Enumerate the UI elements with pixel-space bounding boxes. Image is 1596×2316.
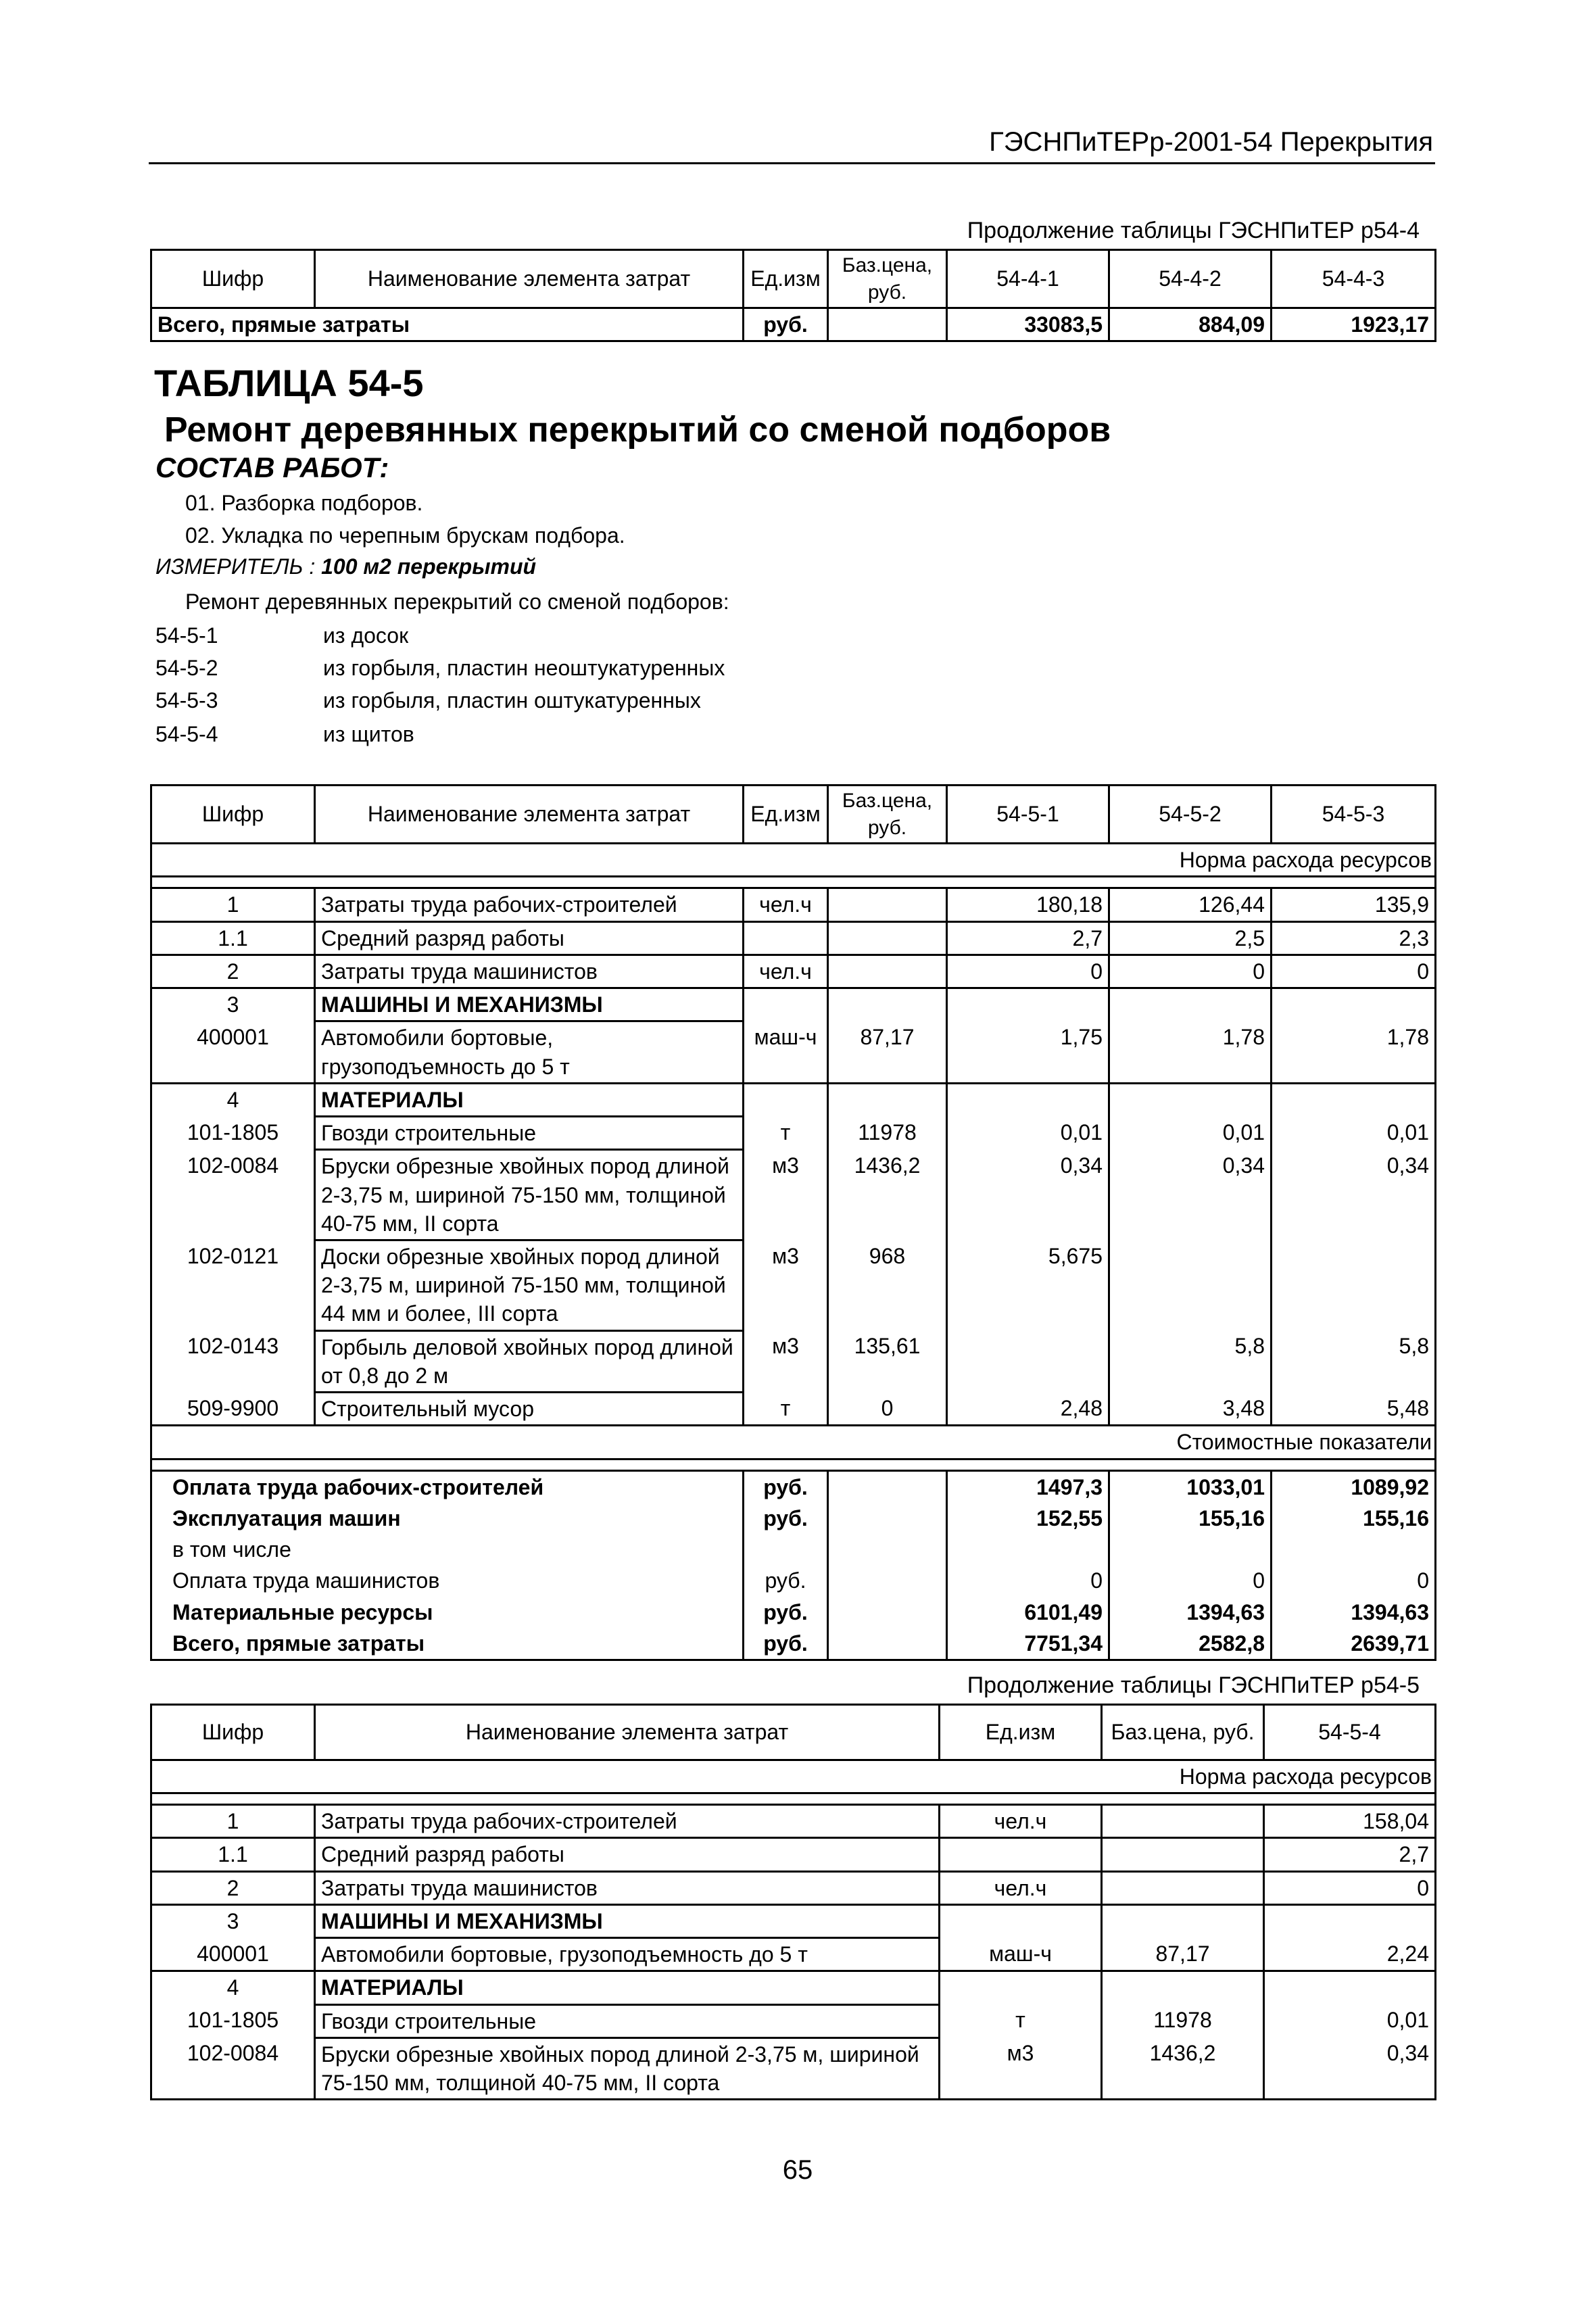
row-unit [940,1838,1102,1871]
row-unit: чел.ч [940,1805,1102,1838]
cost-value-3: 2639,71 [1272,1628,1436,1660]
variant-desc: из горбыля, пластин оштукатуренных [323,688,701,713]
section-subtitle: Ремонт деревянных перекрытий со сменой подборов [164,410,1111,450]
row-price: 968 [828,1240,947,1331]
row-code: 1 [151,888,315,921]
table-row [151,2037,1436,2099]
row-unit: маш-ч [744,1021,828,1083]
row-code: 1.1 [151,921,315,955]
cost-row-label: Материальные ресурсы [151,1597,744,1628]
group-row [151,1904,1436,1937]
row-name: Затраты труда машинистов [315,955,744,988]
row-code: 102-0121 [151,1240,315,1331]
row-value-3: 135,9 [1272,888,1436,921]
row-name: Строительный мусор [315,1393,744,1426]
row-value-2: 3,48 [1109,1393,1272,1426]
cost-row [151,1470,1436,1503]
table-row [151,2004,1436,2037]
row-unit: т [744,1393,828,1426]
col-header-54-4-2: 54-4-2 [1109,250,1272,308]
cost-row-label: Эксплуатация машин [151,1503,744,1534]
row-price: 1436,2 [828,1150,947,1240]
row-unit [744,921,828,955]
row-code: 2 [151,955,315,988]
cost-value-2: 1033,01 [1109,1470,1272,1503]
col-header-name: Наименование элемента затрат [315,250,744,308]
row-value-3 [1272,1240,1436,1331]
cost-value-3: 155,16 [1272,1503,1436,1534]
row-name: Бруски обрезные хвойных пород длиной 2-3,75 м, шириной 75-150 мм, толщиной 40-75 мм, II сорта [315,2037,940,2099]
col-header-code: Шифр [151,786,315,844]
spacer-row [151,877,1436,888]
row-price [1102,1805,1264,1838]
row-value-3: 0,34 [1272,1150,1436,1240]
group-row [151,1971,1436,2004]
work-item: 02. Укладка по черепным брускам подбора. [185,523,625,548]
group-name: МАТЕРИАЛЫ [315,1971,940,2004]
table-row [151,1150,1436,1240]
row-value-3: 2,3 [1272,921,1436,955]
cost-row-unit: руб. [744,1597,828,1628]
meter-value: 100 м2 перекрытий [321,554,537,579]
cost-value-3: 1394,63 [1272,1597,1436,1628]
row-value-1: 0,01 [1264,2004,1436,2037]
cost-row-unit: руб. [744,1503,828,1534]
row-value-1: 2,48 [947,1393,1109,1426]
col-header-price: Баз.цена, руб. [828,786,947,844]
continuation-label: Продолжение таблицы ГЭСНПиТЕР р54-4 [967,218,1420,243]
row-value-1: 2,7 [1264,1838,1436,1871]
variant-desc: из досок [323,623,409,648]
row-unit: чел.ч [744,888,828,921]
cost-row [151,1597,1436,1628]
table-header-row [151,250,1436,308]
row-unit: маш-ч [940,1938,1102,1971]
row-code: 101-1805 [151,2004,315,2037]
row-unit: м3 [940,2037,1102,2099]
table-row [151,308,1436,341]
cost-value-3: 1089,92 [1272,1470,1436,1503]
table-row [151,1117,1436,1150]
row-value-3: 5,48 [1272,1393,1436,1426]
row-value-1: 5,675 [947,1240,1109,1331]
page-number: 65 [782,2155,813,2185]
row-value-3: 0,01 [1272,1117,1436,1150]
row-value-2: 5,8 [1109,1330,1272,1392]
cost-label: Стоимостные показатели [151,1426,1436,1459]
col-header-54-4-1: 54-4-1 [947,250,1109,308]
variant-desc: из горбыля, пластин неоштукатуренных [323,656,725,680]
table-header-row [151,786,1436,844]
top-table [150,249,1436,342]
col-header-unit: Ед.изм [744,250,828,308]
table-row [151,955,1436,988]
row-code: 1 [151,1805,315,1838]
row-price: 87,17 [828,1021,947,1083]
variant-desc: из щитов [323,722,414,746]
row-name: Средний разряд работы [315,921,744,955]
table-title: ТАБЛИЦА 54-5 [154,362,424,404]
group-name: МАШИНЫ И МЕХАНИЗМЫ [315,988,744,1021]
table-row [151,1938,1436,1971]
col-header-code: Шифр [151,250,315,308]
col-header-54-4-3: 54-4-3 [1272,250,1436,308]
row-unit: чел.ч [744,955,828,988]
total-label: Всего, прямые затраты [151,308,744,341]
cost-value-1: 7751,34 [947,1628,1109,1660]
variant-code: 54-5-4 [155,722,218,746]
table-row [151,1021,1436,1083]
row-name: Доски обрезные хвойных пород длиной 2-3,75 м, шириной 75-150 мм, толщиной 44 мм и более, III сорта [315,1240,744,1331]
row-name: Автомобили бортовые, грузоподъемность до 5 т [315,1938,940,1971]
cost-value-2: 0 [1109,1565,1272,1596]
table-row [151,1240,1436,1331]
row-price [828,955,947,988]
row-value-3: 5,8 [1272,1330,1436,1392]
meter-label: ИЗМЕРИТЕЛЬ : [155,554,316,579]
group-code: 4 [151,1083,315,1116]
row-code: 1.1 [151,1838,315,1871]
cost-row-unit: руб. [744,1470,828,1503]
row-value-2: 2,5 [1109,921,1272,955]
cost-row-unit: руб. [744,1565,828,1596]
col-header-unit: Ед.изм [744,786,828,844]
row-unit: т [940,2004,1102,2037]
work-item: 01. Разборка подборов. [185,491,423,515]
row-name: Горбыль деловой хвойных пород длиной от 0,8 до 2 м [315,1330,744,1392]
group-code: 3 [151,988,315,1021]
row-value-2: 126,44 [1109,888,1272,921]
row-code: 2 [151,1871,315,1904]
row-value-1 [947,1330,1109,1392]
running-header: ГЭСНПиТЕРр-2001-54 Перекрытия [989,127,1433,157]
cost-header-row [151,1426,1436,1459]
row-price [828,921,947,955]
cost-row-label: Оплата труда машинистов [151,1565,744,1596]
row-price: 1436,2 [1102,2037,1264,2099]
row-price: 87,17 [1102,1938,1264,1971]
col-header-name: Наименование элемента затрат [315,786,744,844]
cost-value-2: 2582,8 [1109,1628,1272,1660]
row-price: 11978 [1102,2004,1264,2037]
row-code: 509-9900 [151,1393,315,1426]
row-code: 102-0143 [151,1330,315,1392]
col-header-price: Баз.цена, руб. [828,250,947,308]
group-code: 3 [151,1904,315,1937]
cost-row-unit: руб. [744,1628,828,1660]
cost-row [151,1565,1436,1596]
group-name: МАШИНЫ И МЕХАНИЗМЫ [315,1904,940,1937]
row-value-1: 0 [947,955,1109,988]
header-rule [149,162,1435,164]
cost-value-2: 1394,63 [1109,1597,1272,1628]
norm-label: Норма расхода ресурсов [151,844,1436,877]
row-value-1: 1,75 [947,1021,1109,1083]
row-name: Затраты труда машинистов [315,1871,940,1904]
row-price [828,888,947,921]
cost-value-1: 1497,3 [947,1470,1109,1503]
continuation-table [150,1704,1436,2100]
row-price: 135,61 [828,1330,947,1392]
row-value-2 [1109,1240,1272,1331]
col-header-54-5-4: 54-5-4 [1264,1705,1436,1760]
row-name: Бруски обрезные хвойных пород длиной 2-3,75 м, шириной 75-150 мм, толщиной 40-75 мм, II сорта [315,1150,744,1240]
group-row [151,988,1436,1021]
row-value-3: 0 [1272,955,1436,988]
col-header-code: Шифр [151,1705,315,1760]
row-value-2: 1,78 [1109,1021,1272,1083]
row-name: Автомобили бортовые, грузоподъемность до 5 т [315,1021,744,1083]
row-code: 102-0084 [151,2037,315,2099]
total-value-2: 884,09 [1109,308,1272,341]
group-code: 4 [151,1971,315,2004]
row-unit: м3 [744,1150,828,1240]
cost-value-2: 155,16 [1109,1503,1272,1534]
cost-row-label: Оплата труда рабочих-строителей [151,1470,744,1503]
row-value-1: 0,34 [947,1150,1109,1240]
row-value-1: 180,18 [947,888,1109,921]
meter-line [155,554,536,579]
col-header-price: Баз.цена, руб. [1102,1705,1264,1760]
table-header-row [151,1705,1436,1760]
total-price [828,308,947,341]
norm-label: Норма расхода ресурсов [151,1760,1436,1793]
row-value-1: 158,04 [1264,1805,1436,1838]
cost-value-1: 152,55 [947,1503,1109,1534]
col-header-54-5-3: 54-5-3 [1272,786,1436,844]
row-unit: т [744,1117,828,1150]
row-price: 0 [828,1393,947,1426]
row-value-1: 2,7 [947,921,1109,955]
row-code: 102-0084 [151,1150,315,1240]
norm-row [151,1760,1436,1793]
row-unit: чел.ч [940,1871,1102,1904]
row-name: Гвозди строительные [315,2004,940,2037]
row-value-2: 0 [1109,955,1272,988]
table-row [151,1805,1436,1838]
row-name: Средний разряд работы [315,1838,940,1871]
total-value-1: 33083,5 [947,308,1109,341]
main-table [150,784,1436,1661]
row-price: 11978 [828,1117,947,1150]
row-name: Затраты труда рабочих-строителей [315,1805,940,1838]
cost-value-1: 0 [947,1565,1109,1596]
row-code: 400001 [151,1021,315,1083]
table-row [151,1838,1436,1871]
table-row [151,1393,1436,1426]
row-unit: м3 [744,1330,828,1392]
cost-row-label: Всего, прямые затраты [151,1628,744,1660]
cost-row [151,1503,1436,1534]
norm-row [151,844,1436,877]
continuation-label: Продолжение таблицы ГЭСНПиТЕР р54-5 [967,1672,1420,1698]
variants-intro: Ремонт деревянных перекрытий со сменой подборов: [185,589,729,614]
total-value-3: 1923,17 [1272,308,1436,341]
row-value-2: 0,01 [1109,1117,1272,1150]
cost-value-1: 6101,49 [947,1597,1109,1628]
row-value-2: 0,34 [1109,1150,1272,1240]
table-row [151,888,1436,921]
row-code: 400001 [151,1938,315,1971]
table-row [151,921,1436,955]
variant-code: 54-5-3 [155,688,218,713]
row-name: Гвозди строительные [315,1117,744,1150]
row-value-1: 0,01 [947,1117,1109,1150]
cost-value-3: 0 [1272,1565,1436,1596]
table-row [151,1330,1436,1392]
row-value-1: 2,24 [1264,1938,1436,1971]
variant-code: 54-5-2 [155,656,218,680]
row-code: 101-1805 [151,1117,315,1150]
group-name: МАТЕРИАЛЫ [315,1083,744,1116]
row-price [1102,1838,1264,1871]
row-value-1: 0 [1264,1871,1436,1904]
composition-heading: СОСТАВ РАБОТ: [155,452,389,483]
cost-row [151,1628,1436,1660]
total-unit: руб. [744,308,828,341]
cost-row-label: в том числе [151,1534,744,1565]
spacer-row [151,1793,1436,1805]
spacer-row [151,1459,1436,1470]
variant-code: 54-5-1 [155,623,218,648]
row-name: Затраты труда рабочих-строителей [315,888,744,921]
row-value-3: 1,78 [1272,1021,1436,1083]
table-row [151,1871,1436,1904]
group-row [151,1083,1436,1116]
row-value-1: 0,34 [1264,2037,1436,2099]
row-price [1102,1871,1264,1904]
cost-row [151,1534,1436,1565]
col-header-54-5-2: 54-5-2 [1109,786,1272,844]
col-header-unit: Ед.изм [940,1705,1102,1760]
col-header-54-5-1: 54-5-1 [947,786,1109,844]
col-header-name: Наименование элемента затрат [315,1705,940,1760]
row-unit: м3 [744,1240,828,1331]
